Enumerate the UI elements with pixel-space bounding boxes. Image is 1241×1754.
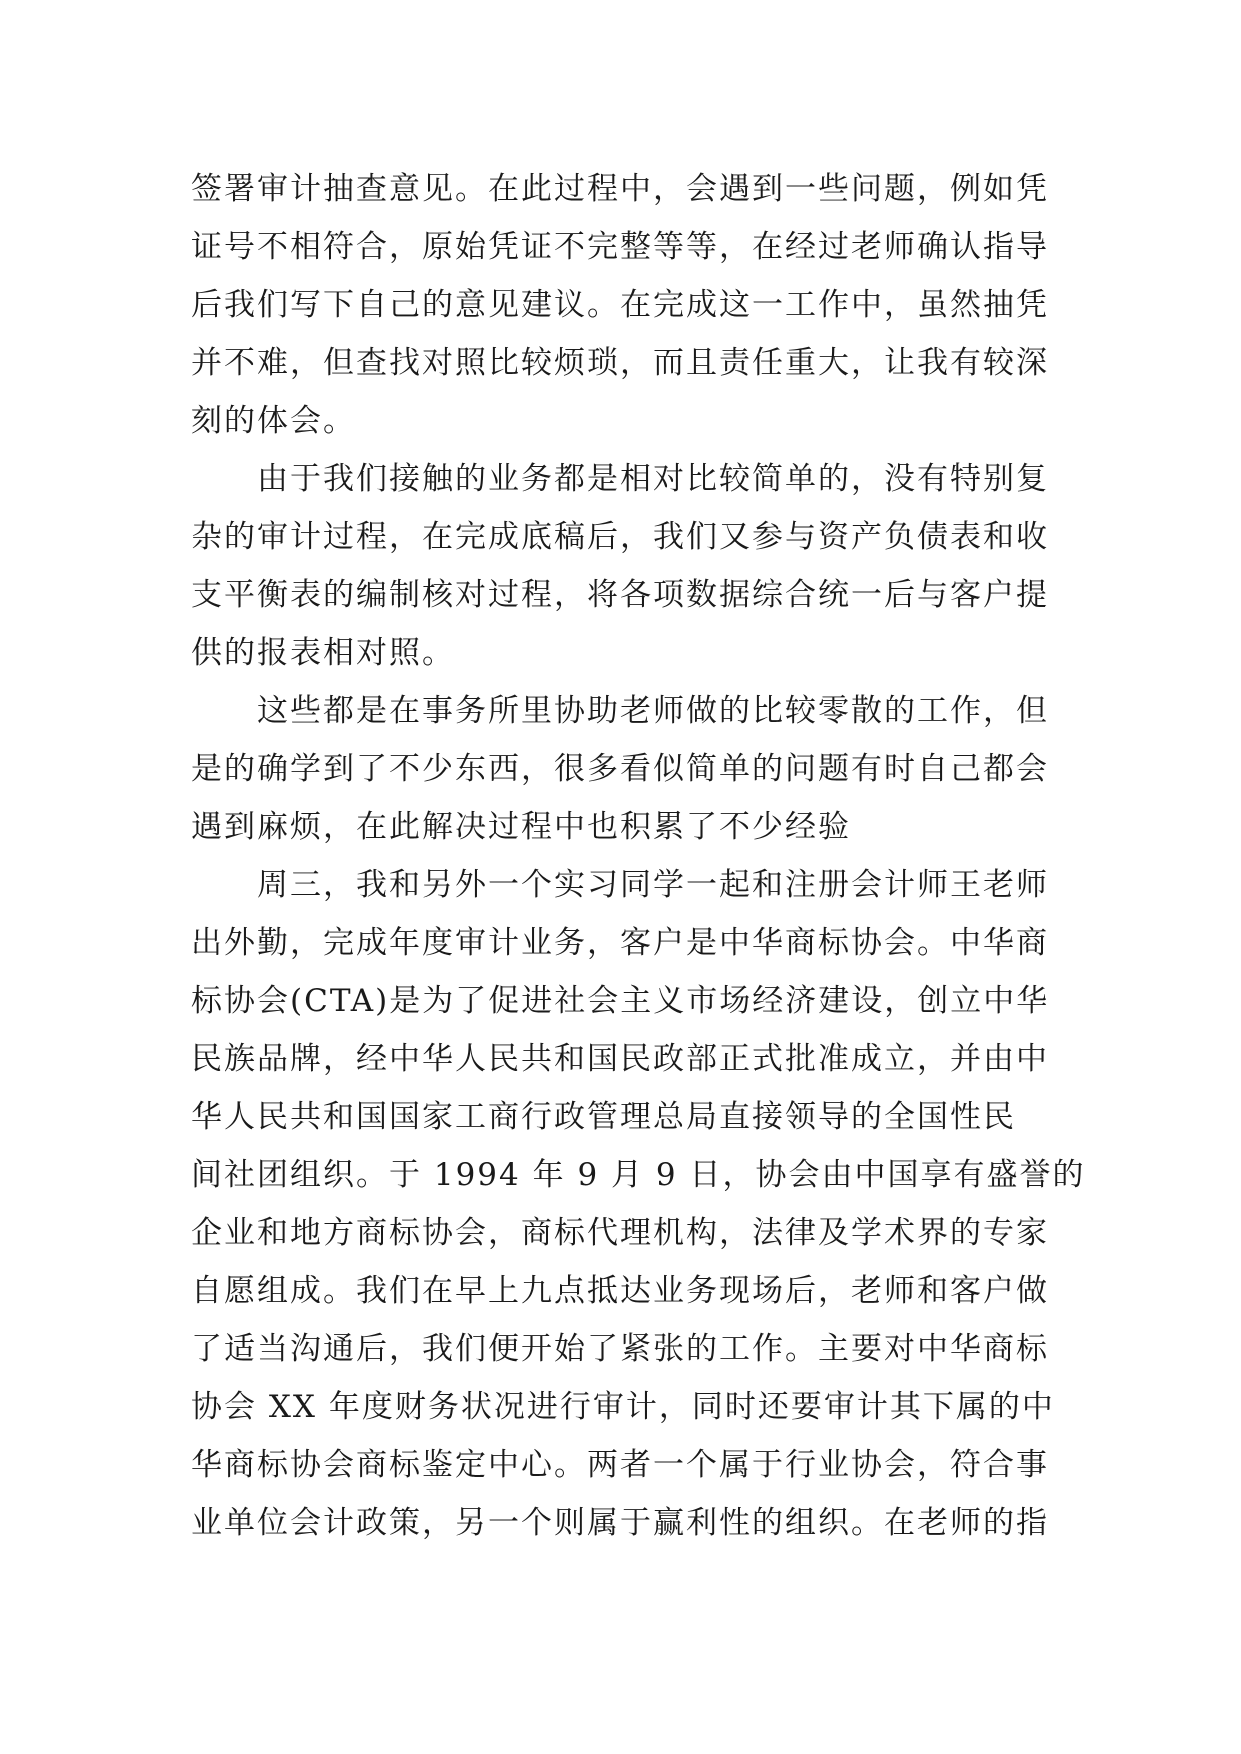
text-line: 后我们写下自己的意见建议。在完成这一工作中，虽然抽凭 <box>191 287 1049 323</box>
text-line: 遇到麻烦，在此解决过程中也积累了不少经验 <box>191 809 851 845</box>
text-line: 杂的审计过程，在完成底稿后，我们又参与资产负债表和收 <box>191 519 1049 555</box>
text-line: 协会 XX 年度财务状况进行审计，同时还要审计其下属的中 <box>191 1389 1055 1425</box>
text-line: 华人民共和国国家工商行政管理总局直接领导的全国性民 <box>191 1099 1016 1135</box>
text-line: 了适当沟通后，我们便开始了紧张的工作。主要对中华商标 <box>191 1331 1049 1367</box>
text-line: 业单位会计政策，另一个则属于赢利性的组织。在老师的指 <box>191 1505 1049 1541</box>
text-line: 供的报表相对照。 <box>191 635 455 671</box>
text-line: 是的确学到了不少东西，很多看似简单的问题有时自己都会 <box>191 751 1049 787</box>
text-line: 华商标协会商标鉴定中心。两者一个属于行业协会，符合事 <box>191 1447 1049 1483</box>
text-line: 出外勤，完成年度审计业务，客户是中华商标协会。中华商 <box>191 925 1049 961</box>
text-line: 支平衡表的编制核对过程，将各项数据综合统一后与客户提 <box>191 577 1049 613</box>
paragraph-first-line: 这些都是在事务所里协助老师做的比较零散的工作，但 <box>257 693 1049 729</box>
text-line: 民族品牌，经中华人民共和国民政部正式批准成立，并由中 <box>191 1041 1049 1077</box>
text-line: 间社团组织。于 1994 年 9 月 9 日，协会由中国享有盛誉的 <box>191 1157 1086 1193</box>
text-line: 并不难，但查找对照比较烦琐，而且责任重大，让我有较深 <box>191 345 1049 381</box>
paragraph-first-line: 由于我们接触的业务都是相对比较简单的，没有特别复 <box>257 461 1049 497</box>
text-line: 企业和地方商标协会，商标代理机构，法律及学术界的专家 <box>191 1215 1049 1251</box>
text-line: 自愿组成。我们在早上九点抵达业务现场后，老师和客户做 <box>191 1273 1049 1309</box>
text-line: 标协会(CTA)是为了促进社会主义市场经济建设，创立中华 <box>191 983 1050 1019</box>
text-line: 证号不相符合，原始凭证不完整等等，在经过老师确认指导 <box>191 229 1049 265</box>
text-line: 刻的体会。 <box>191 403 356 439</box>
text-line: 签署审计抽查意见。在此过程中，会遇到一些问题，例如凭 <box>191 171 1049 207</box>
document-body <box>191 160 1086 1552</box>
paragraph-first-line: 周三，我和另外一个实习同学一起和注册会计师王老师 <box>257 867 1049 903</box>
